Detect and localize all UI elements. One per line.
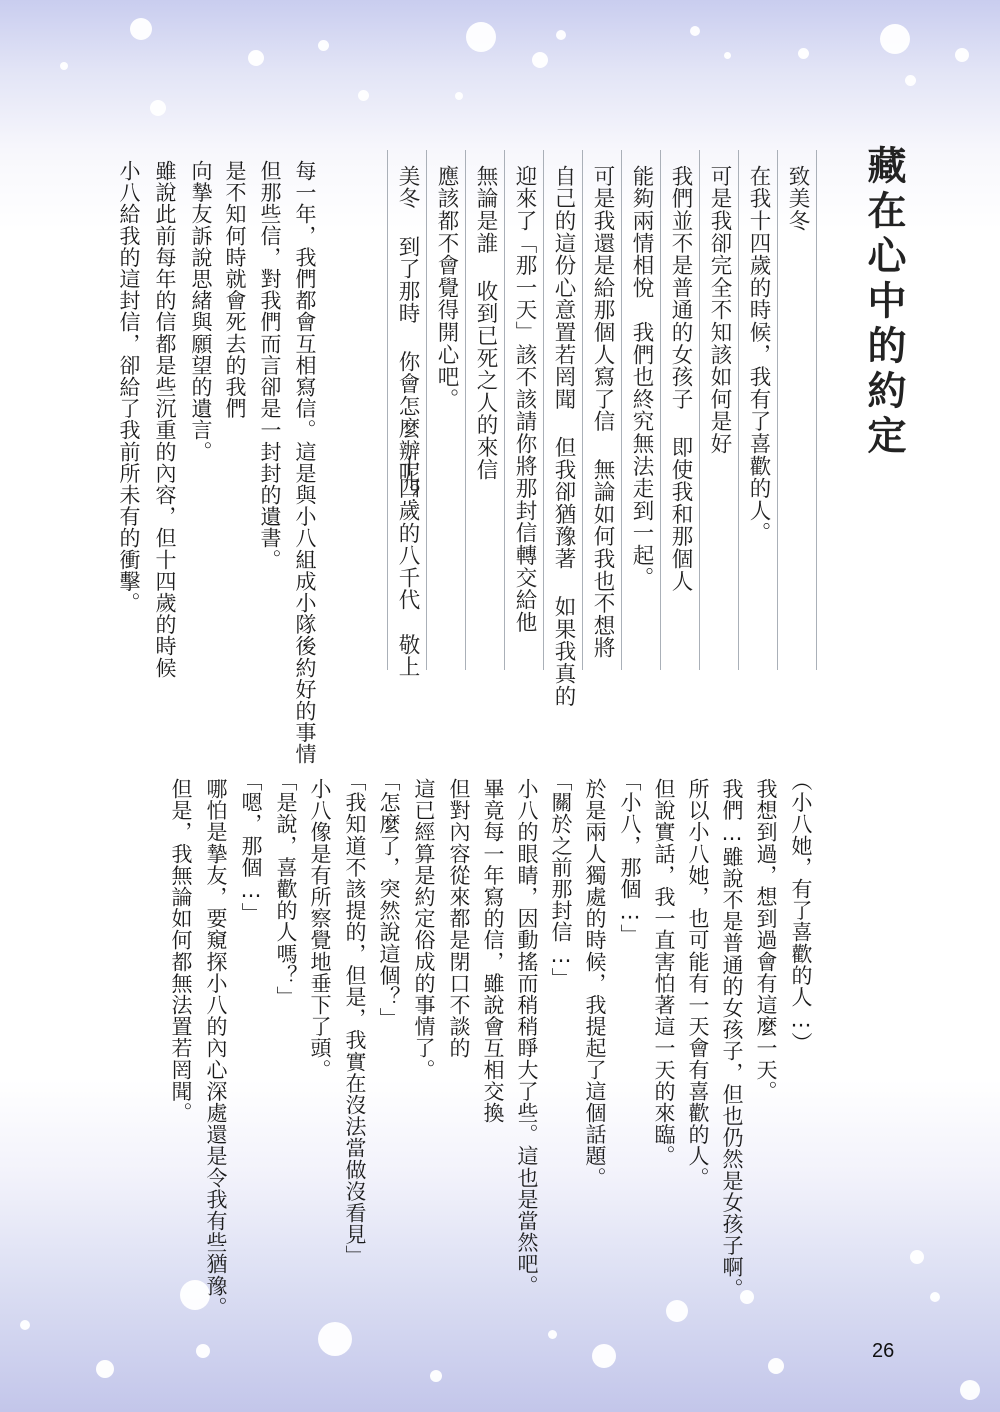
paragraph: 於是兩人獨處的時候，我提起了這個話題。 [583,778,607,1189]
paragraph: 「小八，那個…」 [618,770,642,946]
paragraph: 但那些信，對我們而言卻是一封封的遺書。 [258,160,282,571]
paragraph: 每一年，我們都會互相寫信。這是與小八組成小隊後約好的事情 [293,160,317,765]
letter-line: 能夠兩情相悅 我們也終究無法走到一起。 [629,165,654,589]
paragraph: （小八她，有了喜歡的人…） [789,770,813,1054]
paragraph: 但是，我無論如何都無法置若罔聞。 [169,778,193,1124]
paragraph: 「嗯，那個…」 [239,770,263,925]
paragraph: 雖說此前每年的信都是些沉重的內容，但十四歲的時候 [153,160,177,679]
paragraph: 小八像是有所察覺地垂下了頭。 [308,778,332,1081]
paragraph: 我想到過，想到過會有這麼一天。 [754,778,778,1102]
letter-line: 我們並不是普通的女孩子 即使我和那個人 [668,165,693,593]
page-number: 26 [872,1340,895,1362]
page-title: 藏在心中的約定 [861,145,907,460]
letter-line: 美冬 到了那時 你會怎麼辦呢？ [395,165,420,507]
letter-line: 無論是誰 收到已死之人的來信 [473,165,498,481]
letter-signature: 十四歲的八千代 敬上 [395,455,420,678]
letter-line: 應該都不會覺得開心吧。 [434,165,459,411]
paragraph: 「我知道不該提的，但是，我實在沒法當做沒看見」 [343,770,367,1267]
letter-line: 可是我卻完全不知該如何是好 [707,165,732,455]
letter-line: 迎來了「那一天」該不該請你將那封信轉交給他 [512,165,537,634]
paragraph: 「關於之前那封信…」 [549,770,573,989]
paragraph: 是不知何時就會死去的我們 [223,160,247,420]
paragraph: 畢竟每一年寫的信，雖說會互相交換 [481,778,505,1124]
paragraph: 「是說，喜歡的人嗎？」 [274,770,298,1008]
letter-line: 自己的這份心意置若罔聞 但我卻猶豫著 如果我真的 [551,165,576,708]
paragraph: 但對內容從來都是閉口不談的 [447,778,471,1059]
paragraph: 這已經算是約定俗成的事情了。 [412,778,436,1081]
paragraph: 所以小八她，也可能有一天會有喜歡的人。 [686,778,710,1189]
letter-greeting: 致美冬 [785,165,810,232]
paragraph: 我們…雖說不是普通的女孩子，但也仍然是女孩子啊。 [720,778,744,1300]
paragraph: 小八的眼睛，因動搖而稍稍睜大了些。這也是當然吧。 [515,778,539,1297]
paragraph: 哪怕是摯友，要窺探小八的內心深處還是令我有些猶豫。 [204,778,228,1318]
letter [380,150,820,708]
paragraph: 小八給我的這封信，卻給了我前所未有的衝擊。 [117,160,141,614]
letter-line: 在我十四歲的時候，我有了喜歡的人。 [746,165,771,545]
paragraph: 但說實話，我一直害怕著這一天的來臨。 [652,778,676,1167]
letter-line: 可是我還是給那個人寫了信 無論如何我也不想將 [590,165,615,660]
paragraph: 「怎麼了，突然說這個？」 [377,770,401,1030]
paragraph: 向摯友訴說思緒與願望的遺言。 [189,160,213,463]
